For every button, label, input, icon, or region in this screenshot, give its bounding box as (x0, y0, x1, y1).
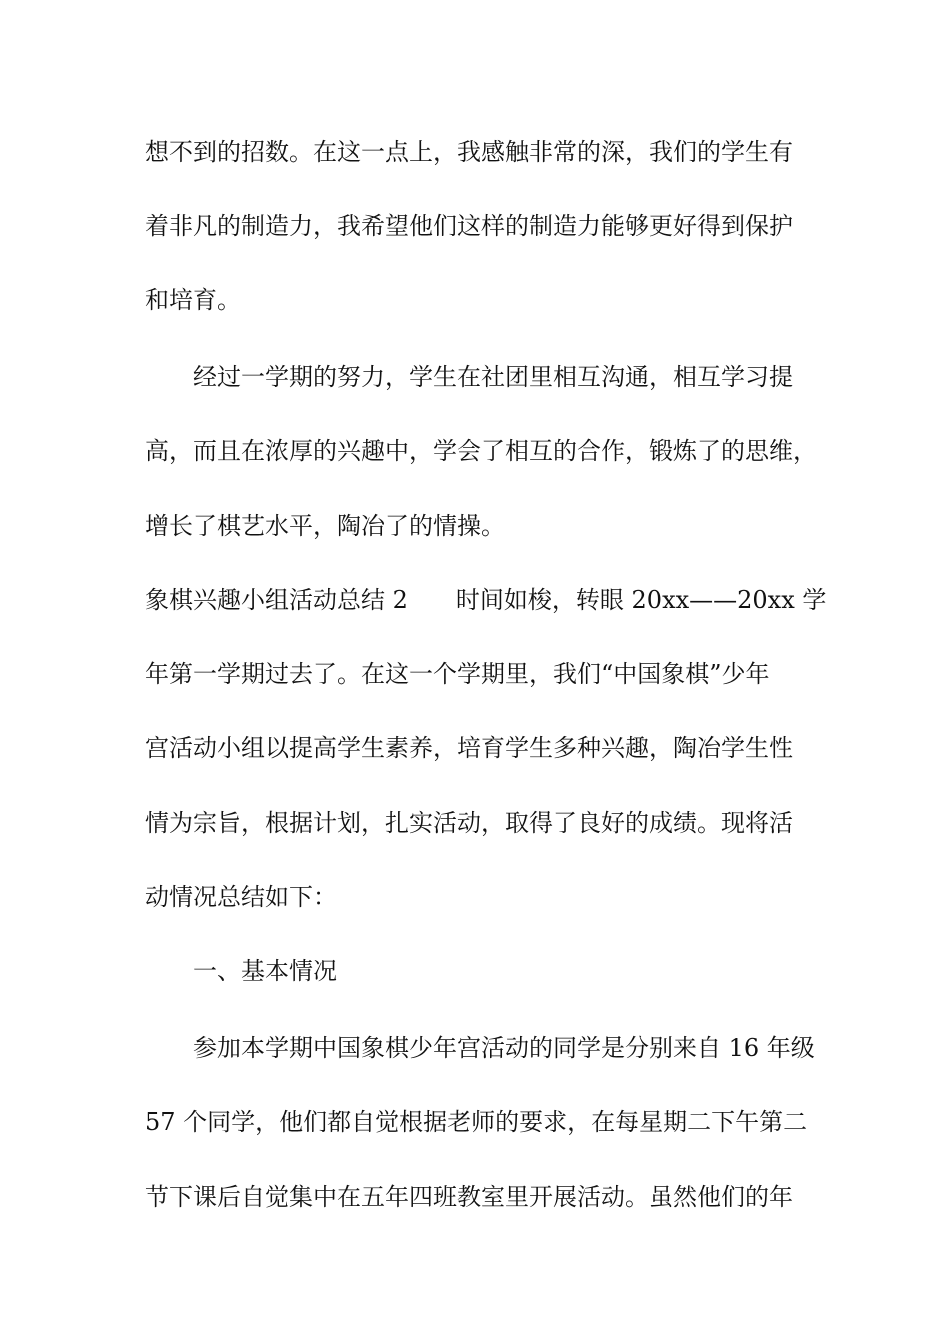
paragraph-line: 经过一学期的努力，学生在社团里相互沟通，相互学习提 (193, 363, 793, 391)
paragraph-line: 想不到的招数。在这一点上，我感触非常的深，我们的学生有 (145, 138, 793, 166)
paragraph-line: 增长了棋艺水平，陶冶了的情操。 (145, 512, 505, 540)
paragraph-line: 57 个同学，他们都自觉根据老师的要求，在每星期二下午第二 (145, 1108, 808, 1136)
paragraph-line: 高，而且在浓厚的兴趣中，学会了相互的合作，锻炼了的思维， (145, 437, 817, 465)
paragraph-line: 宫活动小组以提高学生素养，培育学生多种兴趣，陶冶学生性 (145, 734, 793, 762)
section-title-line: 象棋兴趣小组活动总结 2 时间如梭，转眼 20xx——20xx 学 (145, 586, 827, 614)
paragraph-line: 情为宗旨，根据计划，扎实活动，取得了良好的成绩。现将活 (145, 809, 793, 837)
paragraph-line: 和培育。 (145, 286, 241, 314)
paragraph-line: 参加本学期中国象棋少年宫活动的同学是分别来自 16 年级 (193, 1034, 815, 1062)
paragraph-line: 动情况总结如下： (145, 883, 337, 911)
paragraph-line: 年第一学期过去了。在这一个学期里，我们“中国象棋”少年 (145, 660, 770, 688)
paragraph-line: 节下课后自觉集中在五年四班教室里开展活动。虽然他们的年 (145, 1183, 793, 1211)
subheading-line: 一、基本情况 (193, 957, 337, 985)
paragraph-line: 着非凡的制造力，我希望他们这样的制造力能够更好得到保护 (145, 212, 793, 240)
